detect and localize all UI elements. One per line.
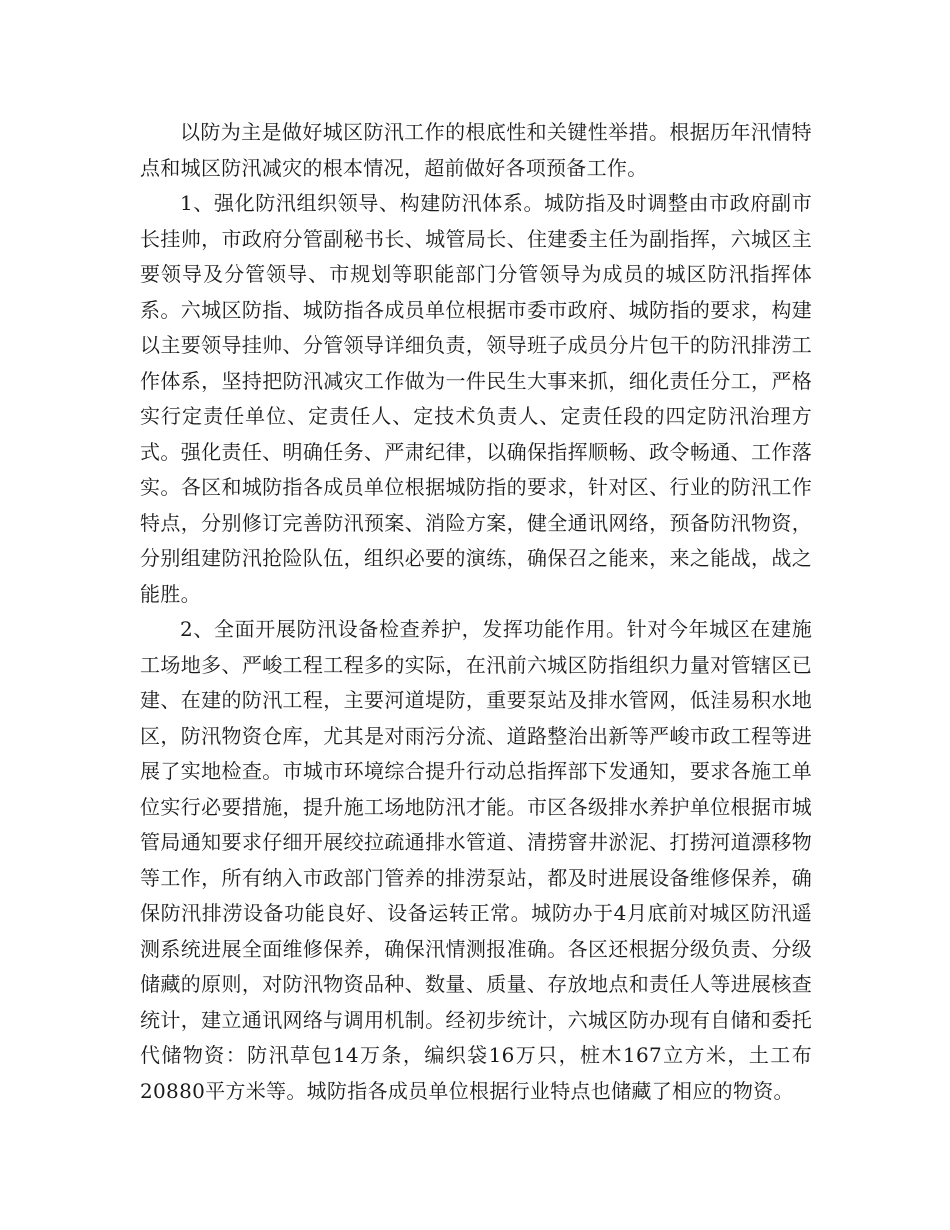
paragraph-intro: 以防为主是做好城区防汛工作的根底性和关键性举措。根据历年汛情特点和城区防汛减灾的根本情况，超前做好各项预备工作。 (140, 120, 812, 180)
paragraph-inspection: 2、全面开展防汛设备检查养护，发挥功能作用。针对今年城区在建施工场地多、严峻工程工程多的实际，在汛前六城区防指组织力量对管辖区已建、在建的防汛工程，主要河道堤防，重要泵站及排水管网，低洼易积水地区，防汛物资仓库，尤其是对雨污分流、道路整治出新等严峻市政工程等进展了实地检查。市城市环境综合提升行动总指挥部下发通知，要求各施工单位实行必要措施，提升施工场地防汛才能。市区各级排水养护单位根据市城管局通知要求仔细开展绞拉疏通排水管道、清捞窨井淤泥、打捞河道漂移物等工作，所有纳入市政部门管养的排涝泵站，都及时进展设备维修保养，确保防汛排涝设备功能良好、设备运转正常。城防办于4月底前对城区防汛遥测系统进展全面维修保养，确保汛情测报准确。各区还根据分级负责、分级储藏的原则，对防汛物资品种、数量、质量、存放地点和责任人等进展核查统计，建立通讯网络与调用机制。经初步统计，六城区防办现有自储和委托代储物资：防汛草包14万条，编织袋16万只，桩木167立方米，土工布20880平方米等。城防指各成员单位根据行业特点也储藏了相应的物资。 (140, 617, 812, 1103)
document-body (140, 115, 812, 1109)
paragraph-organization: 1、强化防汛组织领导、构建防汛体系。城防指及时调整由市政府副市长挂帅，市政府分管副秘书长、城管局长、住建委主任为副指挥，六城区主要领导及分管领导、市规划等职能部门分管领导为成员的城区防汛指挥体系。六城区防指、城防指各成员单位根据市委市政府、城防指的要求，构建以主要领导挂帅、分管领导详细负责，领导班子成员分片包干的防汛排涝工作体系，坚持把防汛减灾工作做为一件民生大事来抓，细化责任分工，严格实行定责任单位、定责任人、定技术负责人、定责任段的四定防汛治理方式。强化责任、明确任务、严肃纪律，以确保指挥顺畅、政令畅通、工作落实。各区和城防指各成员单位根据城防指的要求，针对区、行业的防汛工作特点，分别修订完善防汛预案、消险方案，健全通讯网络，预备防汛物资，分别组建防汛抢险队伍，组织必要的演练，确保召之能来，来之能战，战之能胜。 (140, 191, 812, 606)
